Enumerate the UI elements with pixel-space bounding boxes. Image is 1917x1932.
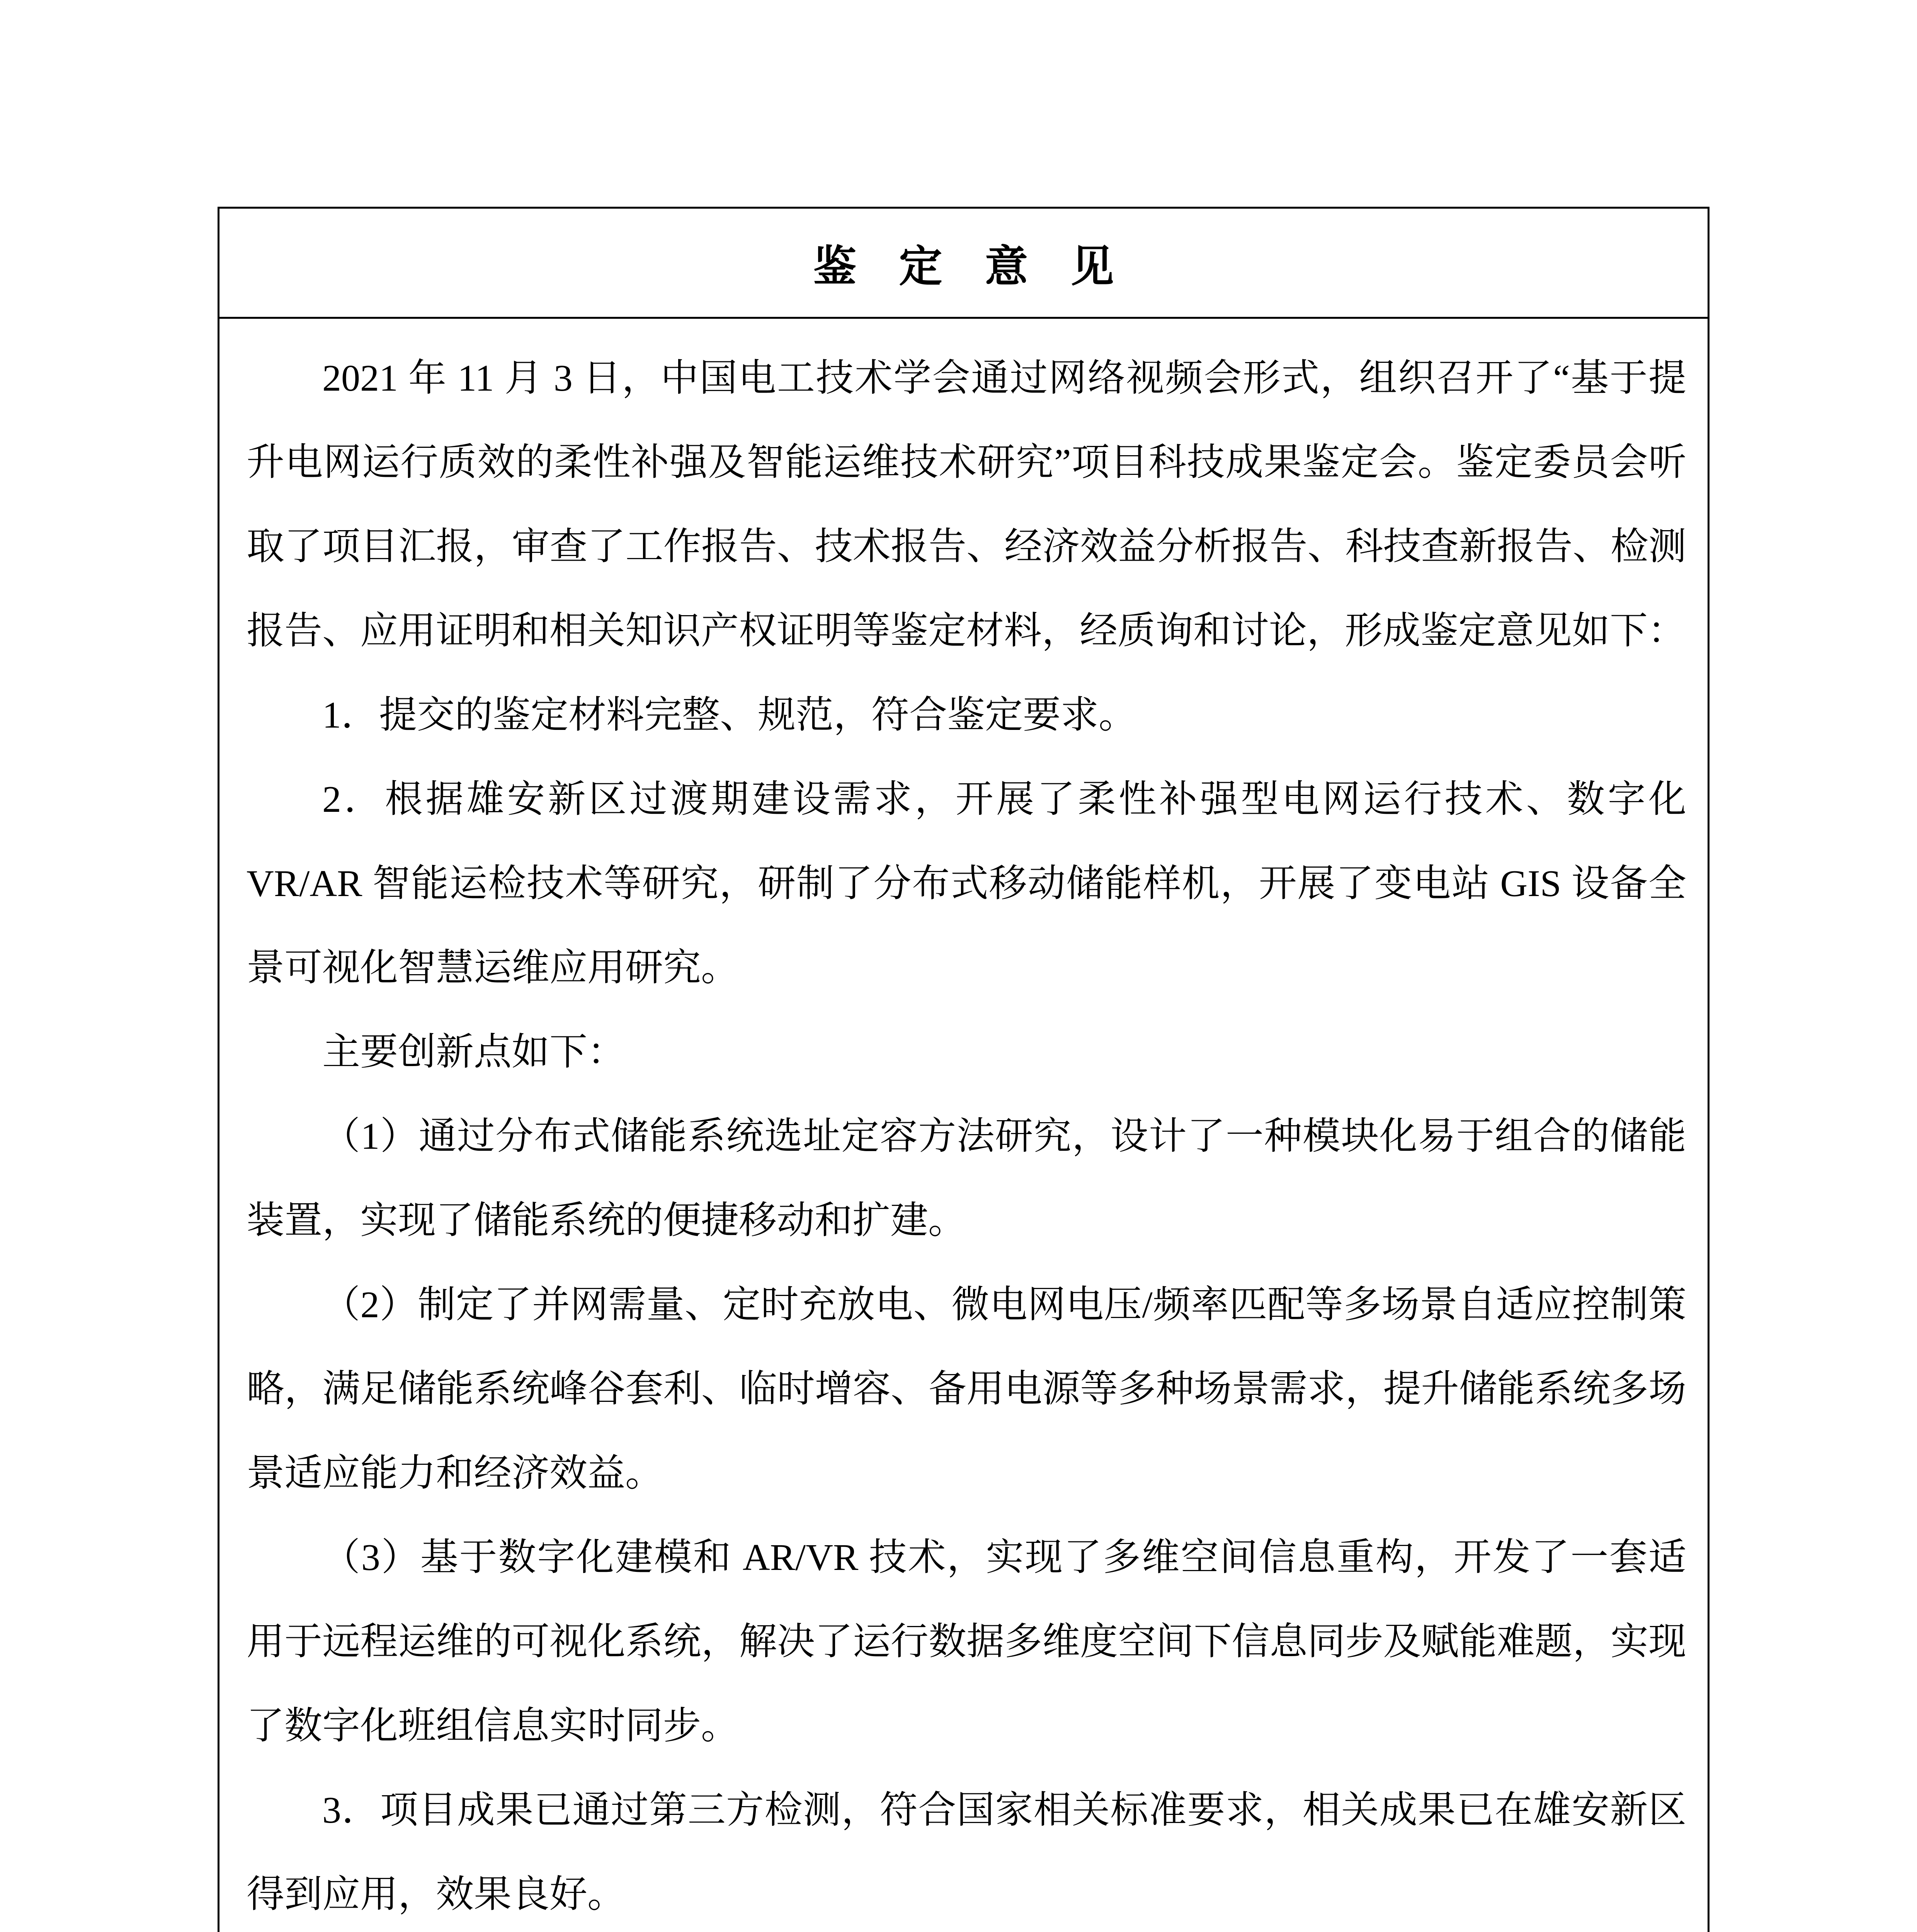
innovation-2: （2）制定了并网需量、定时充放电、微电网电压/频率匹配等多场景自适应控制策略，满足储能系统峰谷套利、临时增容、备用电源等多种场景需求，提升储能系统多场景适应能力和经济效益。 [247,1284,1686,1494]
item-1: 1．提交的鉴定材料完整、规范，符合鉴定要求。 [322,694,1137,736]
appraisal-opinion-table [218,207,1709,1932]
innovation-1: （1）通过分布式储能系统选址定容方法研究，设计了一种模块化易于组合的储能装置，实现了储能系统的便捷移动和扩建。 [247,1116,1686,1242]
item-2: 2．根据雄安新区过渡期建设需求，开展了柔性补强型电网运行技术、数字化 VR/AR 智能运检技术等研究，研制了分布式移动储能样机，开展了变电站 GIS 设备全景可视化智慧运维应用研究。 [247,779,1686,989]
opinion-body [247,336,1686,1932]
innovation-3: （3）基于数字化建模和 AR/VR 技术，实现了多维空间信息重构，开发了一套适用于远程运维的可视化系统，解决了运行数据多维度空间下信息同步及赋能难题，实现了数字化班组信息实时同步。 [247,1537,1686,1747]
page-title: 鉴定意见 [813,243,1157,291]
table-header [219,209,1708,319]
innovation-heading: 主要创新点如下： [322,1031,626,1073]
item-3: 3．项目成果已通过第三方检测，符合国家相关标准要求，相关成果已在雄安新区得到应用，效果良好。 [247,1789,1686,1915]
intro-paragraph: 2021 年 11 月 3 日，中国电工技术学会通过网络视频会形式，组织召开了“基于提升电网运行质效的柔性补强及智能运维技术研究”项目科技成果鉴定会。鉴定委员会听取了项目汇报，审查了工作报告、技术报告、经济效益分析报告、科技查新报告、检测报告、应用证明和相关知识产权证明等鉴定材料，经质询和讨论，形成鉴定意见如下： [247,357,1686,652]
